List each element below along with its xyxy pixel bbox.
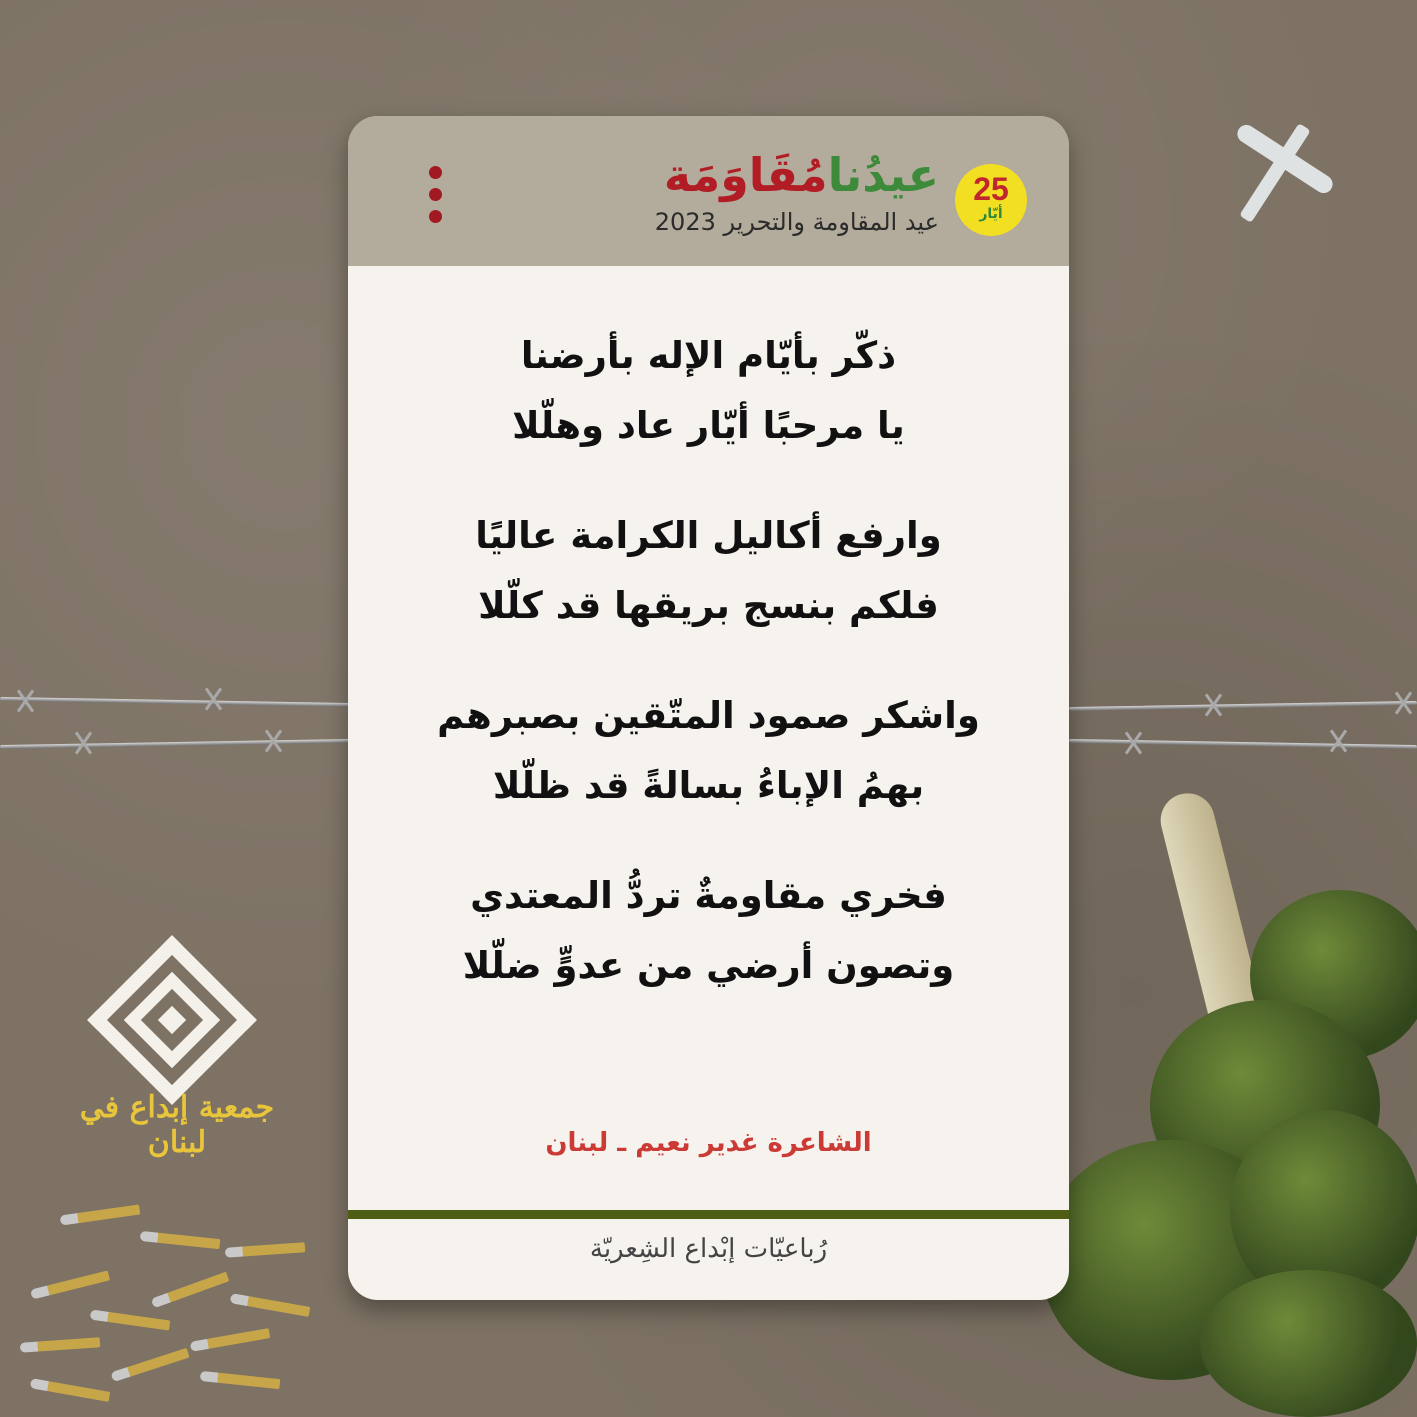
poem-card — [348, 116, 1069, 1300]
brand-green-text: عيدُنا — [827, 148, 939, 202]
card-header — [348, 116, 1069, 266]
verse: فخري مقاومةٌ تردُّ المعتدي — [470, 874, 947, 917]
verse: فلكم بنسج بريقها قد كلّلا — [478, 584, 939, 627]
verse: يا مرحبًا أيّار عاد وهلّلا — [512, 404, 905, 447]
society-logo: جمعية إبداع في لبنان — [79, 1090, 275, 1160]
brand-subtitle: عيد المقاومة والتحرير 2023 — [654, 208, 939, 236]
brand-title — [655, 146, 939, 236]
badge-number: 25 — [973, 171, 1009, 207]
poem — [348, 321, 1069, 1041]
verse: وتصون أرضي من عدوٍّ ضلّلا — [462, 944, 955, 987]
stanza — [348, 681, 1069, 821]
brand-red-text: مُقَاوَمَة — [663, 148, 828, 202]
stanza — [348, 501, 1069, 641]
menu-dots-icon[interactable] — [422, 166, 448, 236]
anniversary-badge — [955, 164, 1027, 236]
verse: واشكر صمود المتّقين بصبرهم — [437, 694, 980, 737]
verse: وارفع أكاليل الكرامة عاليًا — [475, 514, 942, 557]
poet-credit: الشاعرة غدير نعيم ـ لبنان — [545, 1128, 872, 1158]
stanza — [348, 861, 1069, 1001]
series-title: رُباعيّات إبْداع الشِعريّة — [589, 1234, 828, 1264]
verse: بهمُ الإباءُ بسالةً قد ظلّلا — [492, 764, 925, 807]
stanza — [348, 321, 1069, 461]
badge-month: أيّار — [979, 206, 1003, 222]
verse: ذكّر بأيّام الإله بأرضنا — [520, 334, 897, 377]
divider — [348, 1210, 1069, 1219]
